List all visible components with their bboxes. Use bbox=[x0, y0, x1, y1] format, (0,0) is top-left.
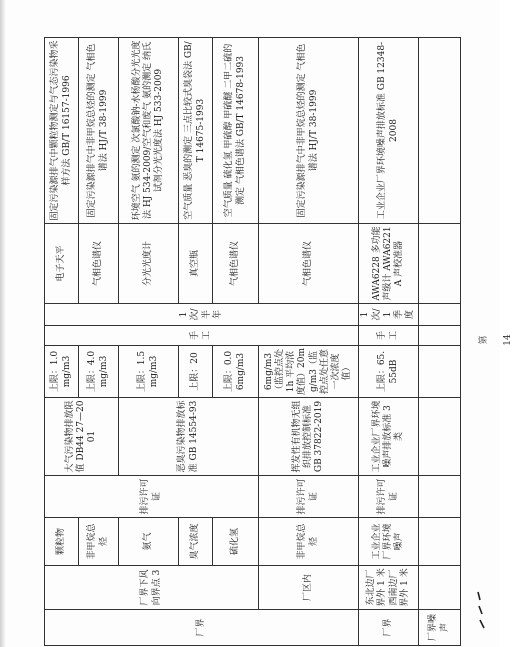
cell-analysis-method: 工业企业厂界环境噪声排放标准 GB 12348-2008 bbox=[359, 38, 419, 224]
cell-analysis-method: 固定污染源排气中颗粒物测定与气态污染物采样方法 GB/T 16157-1996 bbox=[45, 38, 79, 224]
cell-basis: 排污许可证 bbox=[45, 476, 259, 518]
cell-instrument: AWA6228 多功能声级计 AWA6221A 声校准器 bbox=[359, 224, 419, 304]
cell-analysis-method: 固定污染源排气中非甲烷总烃的测定 气相色谱法 HJ/T 38-1999 bbox=[79, 38, 119, 224]
monitoring-table-frame bbox=[44, 38, 460, 646]
cell-standard: 挥发性有机物无组织排放控制标准 GB 37822-2019 bbox=[259, 398, 359, 476]
cell-category: 厂界 bbox=[45, 610, 359, 646]
cell-category: 厂界噪声 bbox=[419, 610, 461, 646]
cell-instrument: 分光光度计 bbox=[119, 224, 179, 304]
cell-analysis-method: 固定污染源排气中非甲烷总烃的测定 气相色谱法 HJ/T 38-1999 bbox=[259, 38, 359, 224]
cell-location: 东北边厂界外 1 米 西南边厂界外 1 米 bbox=[359, 566, 419, 610]
cell-limit: 上限：0.06mg/m3 bbox=[213, 346, 259, 398]
cell-instrument: 气相色谱仪 bbox=[213, 224, 259, 304]
cell-empty bbox=[419, 518, 461, 566]
cell-pollutant: 非甲烷总烃 bbox=[259, 518, 359, 566]
cell-basis: 排污许可证 bbox=[359, 476, 419, 518]
scan-shadow-edge bbox=[0, 0, 6, 647]
cell-empty bbox=[419, 398, 461, 476]
cell-standard: 大气污染物排放限值 DB44 27—2001 bbox=[45, 398, 119, 476]
cell-instrument: 气相色谱仪 bbox=[79, 224, 119, 304]
cell-pollutant: 氨气 bbox=[119, 518, 179, 566]
cell-analysis-method: 空气质量 恶臭的测定 三点比较式臭袋法 GB/T 14675-1993 bbox=[179, 38, 213, 224]
cell-method: 手工 bbox=[359, 326, 419, 346]
cell-limit: 上限：20 bbox=[179, 346, 213, 398]
cell-limit: 上限：4.0mg/m3 bbox=[79, 346, 119, 398]
cell-limit: 上限：1.5mg/m3 bbox=[119, 346, 179, 398]
table-row bbox=[419, 38, 461, 646]
cell-empty bbox=[419, 326, 461, 346]
cell-standard: 恶臭污染物排放标准 GB 14554-93 bbox=[119, 398, 259, 476]
cell-empty bbox=[419, 346, 461, 398]
cell-method: 手工 bbox=[45, 326, 359, 346]
table-row bbox=[359, 38, 419, 646]
cell-location: 厂界下风向界点 3 bbox=[45, 566, 259, 610]
cell-pollutant: 颗粒物 bbox=[45, 518, 79, 566]
cell-empty bbox=[419, 476, 461, 518]
cell-category: 厂界 bbox=[359, 610, 419, 646]
cell-pollutant: 臭气浓度 bbox=[179, 518, 213, 566]
cell-frequency: 1 次/半年 bbox=[45, 304, 359, 326]
cell-analysis-method: 空气质量 硫化氢 甲硫醇 甲硫醚 二甲二硫的测定 气相色谱法 GB/T 14678-1993 bbox=[213, 38, 259, 224]
scan-artifact-marks bbox=[470, 590, 494, 630]
cell-empty bbox=[419, 38, 461, 224]
cell-frequency: 1 次/1 季度 bbox=[359, 304, 419, 326]
cell-basis: 排污许可证 bbox=[259, 476, 359, 518]
cell-analysis-method: 环境空气 氨的测定 次氯酸钠-水杨酸分光光度法 HJ 534-2009/空气和废气 氨的测定 纳氏试剂分光光度法 HJ 533-2009 bbox=[119, 38, 179, 224]
cell-limit: 上限：65.55dB bbox=[359, 346, 419, 398]
cell-empty bbox=[419, 566, 461, 610]
cell-location: 厂区内 bbox=[259, 566, 359, 610]
cell-pollutant: 硫化氢 bbox=[213, 518, 259, 566]
cell-instrument: 电子天平 bbox=[45, 224, 79, 304]
rotated-table-container bbox=[44, 38, 460, 646]
cell-pollutant: 非甲烷总烃 bbox=[79, 518, 119, 566]
cell-empty bbox=[419, 224, 461, 304]
cell-pollutant: 工业企业厂界环境噪声 bbox=[359, 518, 419, 566]
cell-limit: 6mg/m3（监控点处 1h 平均浓度值）20mg/m3（监控点处任意一次浓度值） bbox=[259, 346, 359, 398]
monitoring-table bbox=[44, 37, 461, 646]
cell-limit: 上限：1.0mg/m3 bbox=[45, 346, 79, 398]
page-number: 第 14 bbox=[479, 334, 513, 346]
cell-instrument: 气相色谱仪 bbox=[259, 224, 359, 304]
table-row bbox=[45, 38, 79, 646]
cell-empty bbox=[419, 304, 461, 326]
cell-instrument: 真空瓶 bbox=[179, 224, 213, 304]
cell-standard: 工业企业厂界环境噪声排放标准 3 类 bbox=[359, 398, 419, 476]
